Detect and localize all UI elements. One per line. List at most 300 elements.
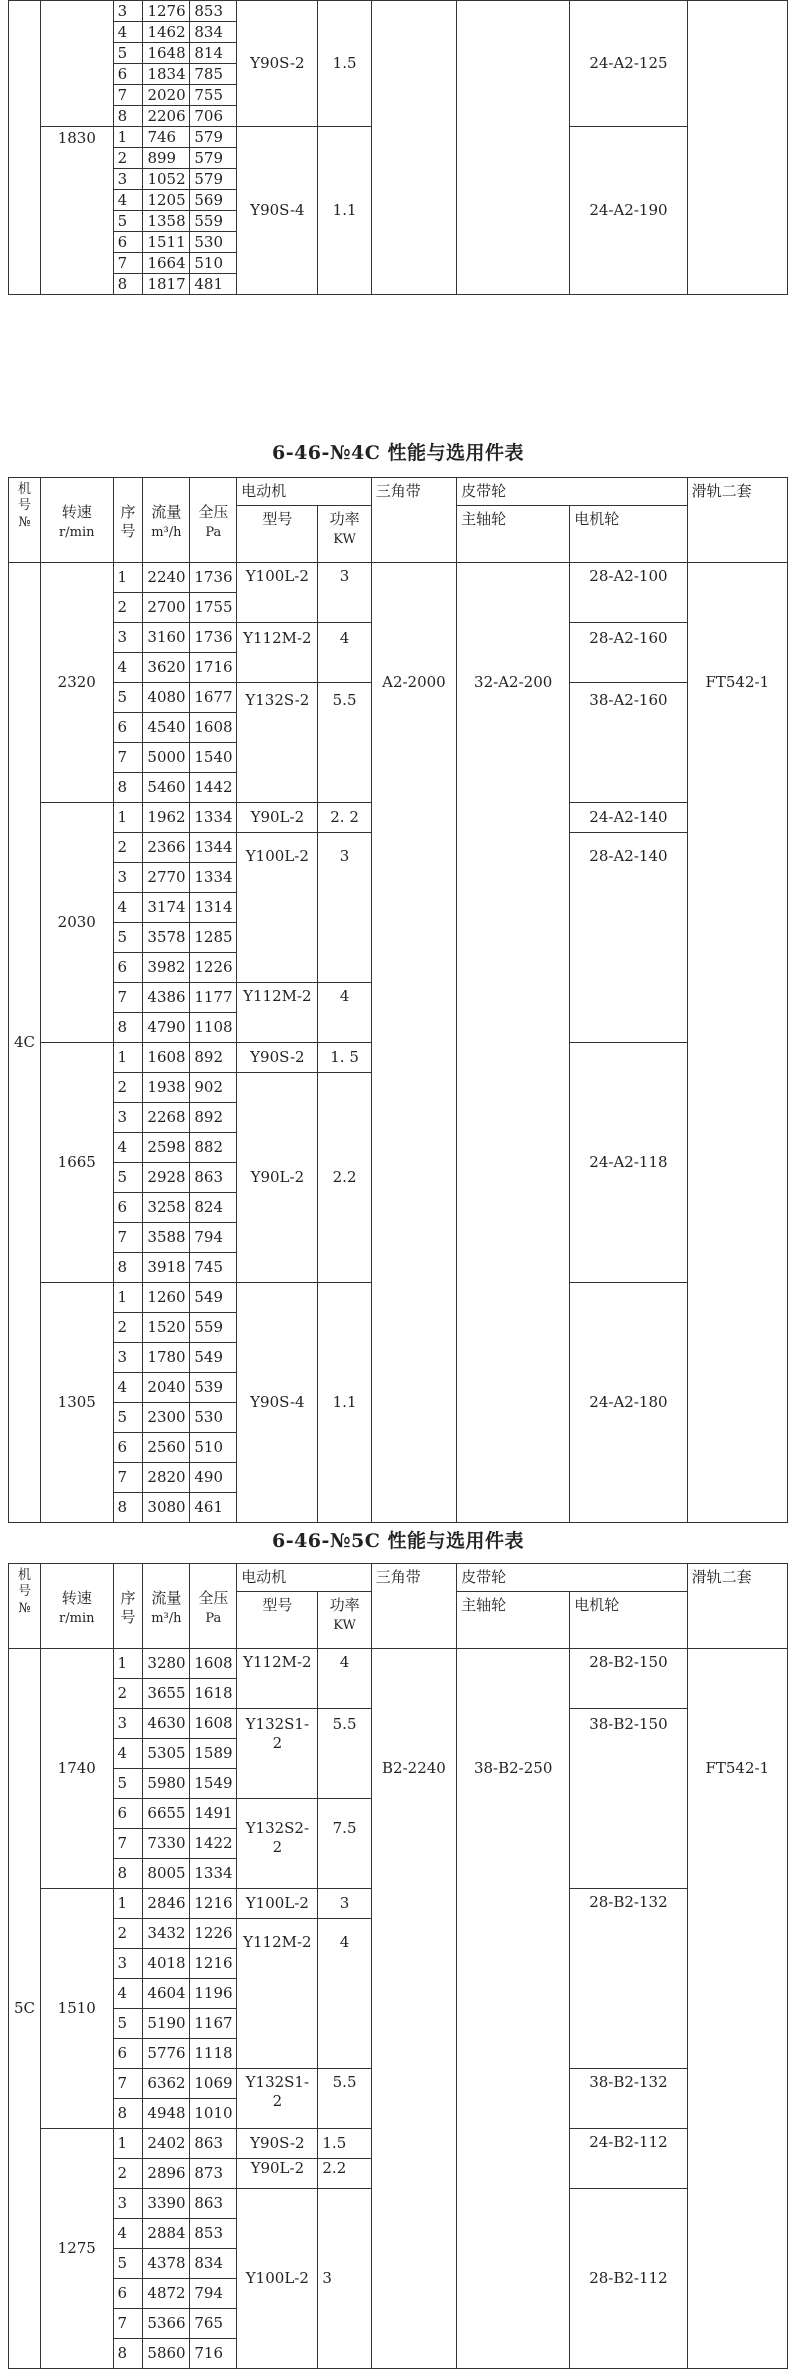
flow-cell: 2206 xyxy=(143,106,190,127)
motor-model-cell: Y132S1-2 xyxy=(237,2069,318,2129)
pressure-cell: 1344 xyxy=(190,833,237,863)
pressure-cell: 1736 xyxy=(190,563,237,593)
header-motor-pulley: 电机轮 xyxy=(570,506,687,563)
machine-cell: 4C xyxy=(9,563,41,1523)
flow-cell: 4080 xyxy=(143,683,190,713)
pressure-cell: 1618 xyxy=(190,1679,237,1709)
header-flow-unit: m³/h xyxy=(151,1610,182,1626)
pressure-cell: 1216 xyxy=(190,1889,237,1919)
flow-cell: 1511 xyxy=(143,232,190,253)
flow-cell: 4018 xyxy=(143,1949,190,1979)
seq-cell: 7 xyxy=(113,983,143,1013)
header-speed-unit: r/min xyxy=(59,524,95,540)
pressure-cell: 490 xyxy=(190,1463,237,1493)
motor-model-cell: Y90L-2 xyxy=(237,803,318,833)
motor-model-cell: Y100L-2 xyxy=(237,563,318,623)
seq-cell: 1 xyxy=(113,2129,143,2159)
motor-power-cell: 3 xyxy=(318,833,371,983)
header-flow-unit: m³/h xyxy=(151,524,182,540)
table-5c-title: 6-46-№5C 性能与选用件表 xyxy=(271,1530,525,1552)
flow-cell: 2896 xyxy=(143,2159,190,2189)
flow-cell: 4790 xyxy=(143,1013,190,1043)
motor-pulley-cell: 38-B2-132 xyxy=(570,2069,687,2129)
flow-cell: 1358 xyxy=(143,211,190,232)
pressure-cell: 481 xyxy=(190,274,237,295)
flow-cell: 2928 xyxy=(143,1163,190,1193)
header-rail: 滑轨二套 xyxy=(687,1564,787,1649)
pressure-cell: 716 xyxy=(190,2339,237,2369)
motor-pulley-cell: 28-B2-150 xyxy=(570,1649,687,1709)
header-pressure-label: 全压 xyxy=(198,1589,229,1607)
seq-cell: 5 xyxy=(113,1403,143,1433)
pressure-cell: 1608 xyxy=(190,1709,237,1739)
seq-cell: 4 xyxy=(113,893,143,923)
motor-model-cell: Y112M-2 xyxy=(237,1919,318,2069)
flow-cell: 2240 xyxy=(143,563,190,593)
motor-model-cell: Y100L-2 xyxy=(237,1889,318,1919)
flow-cell: 2366 xyxy=(143,833,190,863)
seq-cell: 6 xyxy=(113,1193,143,1223)
flow-cell: 1462 xyxy=(143,22,190,43)
seq-cell: 1 xyxy=(113,1283,143,1313)
header-power xyxy=(318,506,371,563)
motor-power-cell: 7.5 xyxy=(318,1799,371,1889)
motor-model-cell: Y90S-4 xyxy=(237,127,318,295)
header-vbelt: 三角带 xyxy=(371,1564,456,1649)
pressure-cell: 755 xyxy=(190,85,237,106)
pressure-cell: 794 xyxy=(190,2279,237,2309)
motor-pulley-cell: 28-B2-112 xyxy=(570,2189,687,2369)
seq-cell: 8 xyxy=(113,1013,143,1043)
seq-cell: 6 xyxy=(113,713,143,743)
seq-cell: 5 xyxy=(113,1163,143,1193)
pressure-cell: 1010 xyxy=(190,2099,237,2129)
seq-cell: 5 xyxy=(113,683,143,713)
seq-cell: 3 xyxy=(113,1103,143,1133)
seq-cell: 7 xyxy=(113,85,143,106)
flow-cell: 5305 xyxy=(143,1739,190,1769)
flow-cell: 5000 xyxy=(143,743,190,773)
seq-cell: 2 xyxy=(113,1313,143,1343)
seq-cell: 3 xyxy=(113,1949,143,1979)
motor-model-cell: Y100L-2 xyxy=(237,2189,318,2369)
flow-cell: 2268 xyxy=(143,1103,190,1133)
seq-cell: 1 xyxy=(113,127,143,148)
speed-cell: 1740 xyxy=(41,1649,114,1889)
motor-pulley-cell: 38-B2-150 xyxy=(570,1709,687,1889)
motor-model-cell: Y132S1-2 xyxy=(237,1709,318,1799)
pressure-cell: 1196 xyxy=(190,1979,237,2009)
flow-cell: 5860 xyxy=(143,2339,190,2369)
motor-pulley-cell: 28-B2-132 xyxy=(570,1889,687,2069)
seq-cell: 8 xyxy=(113,1493,143,1523)
flow-cell: 1052 xyxy=(143,169,190,190)
flow-cell: 4948 xyxy=(143,2099,190,2129)
pressure-cell: 834 xyxy=(190,22,237,43)
flow-cell: 5776 xyxy=(143,2039,190,2069)
pressure-cell: 1716 xyxy=(190,653,237,683)
vbelt-cell xyxy=(371,1,456,295)
pressure-cell: 824 xyxy=(190,1193,237,1223)
seq-cell: 7 xyxy=(113,1223,143,1253)
seq-cell: 3 xyxy=(113,1343,143,1373)
pressure-cell: 1540 xyxy=(190,743,237,773)
seq-cell: 4 xyxy=(113,1739,143,1769)
flow-cell: 5980 xyxy=(143,1769,190,1799)
machine-cell: 5C xyxy=(9,1649,41,2369)
motor-power-cell: 1. 5 xyxy=(318,1043,371,1073)
header-model: 型号 xyxy=(237,1592,318,1649)
pressure-cell: 510 xyxy=(190,253,237,274)
motor-model-cell: Y100L-2 xyxy=(237,833,318,983)
flow-cell: 4604 xyxy=(143,1979,190,2009)
pressure-cell: 549 xyxy=(190,1343,237,1373)
seq-cell: 1 xyxy=(113,563,143,593)
pressure-cell: 1167 xyxy=(190,2009,237,2039)
flow-cell: 1938 xyxy=(143,1073,190,1103)
seq-cell: 3 xyxy=(113,169,143,190)
seq-cell: 8 xyxy=(113,2099,143,2129)
pressure-cell: 873 xyxy=(190,2159,237,2189)
flow-cell: 2884 xyxy=(143,2219,190,2249)
seq-cell: 4 xyxy=(113,653,143,683)
pressure-cell: 1422 xyxy=(190,1829,237,1859)
flow-cell: 4540 xyxy=(143,713,190,743)
header-flow xyxy=(143,478,190,563)
motor-model-cell: Y132S2-2 xyxy=(237,1799,318,1889)
flow-cell: 3620 xyxy=(143,653,190,683)
vbelt-cell: A2-2000 xyxy=(371,563,456,1523)
pressure-cell: 1608 xyxy=(190,713,237,743)
pressure-cell: 1677 xyxy=(190,683,237,713)
flow-cell: 4872 xyxy=(143,2279,190,2309)
header-flow-label: 流量 xyxy=(151,503,182,521)
pressure-cell: 1736 xyxy=(190,623,237,653)
flow-cell: 1664 xyxy=(143,253,190,274)
table-row xyxy=(9,563,788,593)
vbelt-cell: B2-2240 xyxy=(371,1649,456,2369)
flow-cell: 5190 xyxy=(143,2009,190,2039)
seq-cell: 8 xyxy=(113,106,143,127)
header-motor: 电动机 xyxy=(237,478,371,506)
flow-cell: 1834 xyxy=(143,64,190,85)
flow-cell: 3432 xyxy=(143,1919,190,1949)
pressure-cell: 863 xyxy=(190,2129,237,2159)
motor-power-cell: 1.1 xyxy=(318,127,371,295)
motor-power-cell: 3 xyxy=(318,563,371,623)
pressure-cell: 863 xyxy=(190,2189,237,2219)
motor-power-cell: 4 xyxy=(318,623,371,683)
seq-cell: 4 xyxy=(113,2219,143,2249)
seq-cell: 3 xyxy=(113,1709,143,1739)
pressure-cell: 853 xyxy=(190,2219,237,2249)
motor-power-cell: 4 xyxy=(318,1919,371,2069)
pressure-cell: 1216 xyxy=(190,1949,237,1979)
motor-model-cell: Y90S-2 xyxy=(237,1043,318,1073)
header-machine: 机号№ xyxy=(9,1564,41,1649)
header-pressure-unit: Pa xyxy=(205,1610,222,1626)
motor-model-cell: Y90S-4 xyxy=(237,1283,318,1523)
motor-pulley-cell: 24-A2-118 xyxy=(570,1043,687,1283)
motor-pulley-cell: 38-A2-160 xyxy=(570,683,687,803)
seq-cell: 5 xyxy=(113,2009,143,2039)
flow-cell: 3578 xyxy=(143,923,190,953)
header-speed xyxy=(41,478,114,563)
flow-cell: 3080 xyxy=(143,1493,190,1523)
pressure-cell: 1755 xyxy=(190,593,237,623)
motor-model-cell: Y112M-2 xyxy=(237,1649,318,1709)
motor-power-cell: 2. 2 xyxy=(318,803,371,833)
seq-cell: 2 xyxy=(113,2159,143,2189)
motor-pulley-cell: 24-A2-190 xyxy=(570,127,687,295)
flow-cell: 3918 xyxy=(143,1253,190,1283)
seq-cell: 8 xyxy=(113,2339,143,2369)
pressure-cell: 863 xyxy=(190,1163,237,1193)
pressure-cell: 530 xyxy=(190,1403,237,1433)
header-flow xyxy=(143,1564,190,1649)
motor-model-cell: Y90L-2 xyxy=(237,1073,318,1283)
pressure-cell: 794 xyxy=(190,1223,237,1253)
header-rail: 滑轨二套 xyxy=(687,478,787,563)
flow-cell: 1962 xyxy=(143,803,190,833)
pressure-cell: 834 xyxy=(190,2249,237,2279)
seq-cell: 7 xyxy=(113,1463,143,1493)
pressure-cell: 853 xyxy=(190,1,237,22)
header-pressure-unit: Pa xyxy=(205,524,222,540)
seq-cell: 4 xyxy=(113,22,143,43)
pressure-cell: 1442 xyxy=(190,773,237,803)
flow-cell: 1780 xyxy=(143,1343,190,1373)
speed-cell: 1305 xyxy=(41,1283,114,1523)
flow-cell: 3390 xyxy=(143,2189,190,2219)
speed-cell xyxy=(41,1,114,127)
header-seq: 序号 xyxy=(113,1564,143,1649)
seq-cell: 3 xyxy=(113,623,143,653)
pressure-cell: 1285 xyxy=(190,923,237,953)
header-speed-unit: r/min xyxy=(59,1610,95,1626)
pressure-cell: 530 xyxy=(190,232,237,253)
pressure-cell: 902 xyxy=(190,1073,237,1103)
pressure-cell: 892 xyxy=(190,1043,237,1073)
pressure-cell: 706 xyxy=(190,106,237,127)
flow-cell: 1608 xyxy=(143,1043,190,1073)
table-row xyxy=(9,1649,788,1679)
flow-cell: 1648 xyxy=(143,43,190,64)
rail-cell xyxy=(687,1,787,295)
pressure-cell: 1491 xyxy=(190,1799,237,1829)
flow-cell: 899 xyxy=(143,148,190,169)
seq-cell: 3 xyxy=(113,863,143,893)
table-4c xyxy=(8,477,788,1523)
pressure-cell: 1108 xyxy=(190,1013,237,1043)
flow-cell: 2020 xyxy=(143,85,190,106)
motor-power-cell: 3 xyxy=(318,2189,371,2369)
motor-pulley-cell: 28-A2-140 xyxy=(570,833,687,1043)
header-speed-label: 转速 xyxy=(61,503,92,521)
seq-cell: 1 xyxy=(113,1043,143,1073)
pressure-cell: 1608 xyxy=(190,1649,237,1679)
flow-cell: 8005 xyxy=(143,1859,190,1889)
flow-cell: 2300 xyxy=(143,1403,190,1433)
header-main-pulley: 主轴轮 xyxy=(457,1592,570,1649)
seq-cell: 5 xyxy=(113,1769,143,1799)
seq-cell: 5 xyxy=(113,2249,143,2279)
speed-cell: 1275 xyxy=(41,2129,114,2369)
motor-power-cell: 3 xyxy=(318,1889,371,1919)
pressure-cell: 1314 xyxy=(190,893,237,923)
flow-cell: 3655 xyxy=(143,1679,190,1709)
seq-cell: 7 xyxy=(113,253,143,274)
speed-cell: 2030 xyxy=(41,803,114,1043)
speed-cell: 1830 xyxy=(41,127,114,295)
machine-cell xyxy=(9,1,41,295)
header-pressure xyxy=(190,1564,237,1649)
pressure-cell: 569 xyxy=(190,190,237,211)
seq-cell: 6 xyxy=(113,232,143,253)
flow-cell: 3280 xyxy=(143,1649,190,1679)
seq-cell: 6 xyxy=(113,64,143,85)
header-speed xyxy=(41,1564,114,1649)
seq-cell: 8 xyxy=(113,274,143,295)
flow-cell: 2402 xyxy=(143,2129,190,2159)
pressure-cell: 579 xyxy=(190,169,237,190)
seq-cell: 4 xyxy=(113,1133,143,1163)
seq-cell: 8 xyxy=(113,773,143,803)
flow-cell: 2598 xyxy=(143,1133,190,1163)
header-speed-label: 转速 xyxy=(61,1589,92,1607)
seq-cell: 4 xyxy=(113,1373,143,1403)
motor-power-cell: 1.5 xyxy=(318,1,371,127)
pressure-cell: 559 xyxy=(190,1313,237,1343)
flow-cell: 6655 xyxy=(143,1799,190,1829)
pressure-cell: 892 xyxy=(190,1103,237,1133)
flow-cell: 2040 xyxy=(143,1373,190,1403)
header-main-pulley: 主轴轮 xyxy=(457,506,570,563)
flow-cell: 2700 xyxy=(143,593,190,623)
main-pulley-cell: 38-B2-250 xyxy=(457,1649,570,2369)
flow-cell: 746 xyxy=(143,127,190,148)
header-machine: 机号№ xyxy=(9,478,41,563)
seq-cell: 8 xyxy=(113,1859,143,1889)
seq-cell: 7 xyxy=(113,743,143,773)
seq-cell: 5 xyxy=(113,923,143,953)
table-row xyxy=(9,1,788,22)
header-flow-label: 流量 xyxy=(151,1589,182,1607)
flow-cell: 1817 xyxy=(143,274,190,295)
seq-cell: 5 xyxy=(113,211,143,232)
seq-cell: 7 xyxy=(113,2069,143,2099)
pressure-cell: 785 xyxy=(190,64,237,85)
pressure-cell: 882 xyxy=(190,1133,237,1163)
header-vbelt: 三角带 xyxy=(371,478,456,563)
seq-cell: 1 xyxy=(113,1649,143,1679)
header-row xyxy=(9,478,788,506)
seq-cell: 2 xyxy=(113,148,143,169)
pressure-cell: 1226 xyxy=(190,953,237,983)
motor-pulley-cell: 24-A2-125 xyxy=(570,1,687,127)
pressure-cell: 765 xyxy=(190,2309,237,2339)
motor-power-cell: 4 xyxy=(318,1649,371,1709)
header-seq: 序号 xyxy=(113,478,143,563)
motor-model-cell: Y90S-2 xyxy=(237,1,318,127)
main-pulley-cell: 32-A2-200 xyxy=(457,563,570,1523)
seq-cell: 6 xyxy=(113,1433,143,1463)
motor-model-cell: Y90S-2 xyxy=(237,2129,318,2159)
header-power-unit: KW xyxy=(333,531,356,547)
header-model: 型号 xyxy=(237,506,318,563)
motor-power-cell: 5.5 xyxy=(318,1709,371,1799)
seq-cell: 3 xyxy=(113,2189,143,2219)
top-fragment-table xyxy=(8,0,788,295)
flow-cell: 2820 xyxy=(143,1463,190,1493)
flow-cell: 3174 xyxy=(143,893,190,923)
speed-cell: 1665 xyxy=(41,1043,114,1283)
seq-cell: 6 xyxy=(113,2039,143,2069)
header-pressure-label: 全压 xyxy=(198,503,229,521)
flow-cell: 1276 xyxy=(143,1,190,22)
motor-power-cell: 4 xyxy=(318,983,371,1043)
header-row xyxy=(9,1564,788,1592)
pressure-cell: 745 xyxy=(190,1253,237,1283)
seq-cell: 3 xyxy=(113,1,143,22)
seq-cell: 2 xyxy=(113,1679,143,1709)
flow-cell: 4386 xyxy=(143,983,190,1013)
flow-cell: 1260 xyxy=(143,1283,190,1313)
header-motor: 电动机 xyxy=(237,1564,371,1592)
seq-cell: 8 xyxy=(113,1253,143,1283)
motor-model-cell: Y112M-2 xyxy=(237,983,318,1043)
pressure-cell: 814 xyxy=(190,43,237,64)
speed-cell: 2320 xyxy=(41,563,114,803)
flow-cell: 7330 xyxy=(143,1829,190,1859)
motor-pulley-cell: 28-A2-100 xyxy=(570,563,687,623)
motor-pulley-cell: 28-A2-160 xyxy=(570,623,687,683)
seq-cell: 2 xyxy=(113,1073,143,1103)
motor-pulley-cell: 24-A2-180 xyxy=(570,1283,687,1523)
motor-power-cell: 2.2 xyxy=(318,2159,371,2189)
flow-cell: 3982 xyxy=(143,953,190,983)
header-pulley: 皮带轮 xyxy=(457,478,688,506)
pressure-cell: 1069 xyxy=(190,2069,237,2099)
pressure-cell: 1334 xyxy=(190,803,237,833)
flow-cell: 1520 xyxy=(143,1313,190,1343)
table-4c-title: 6-46-№4C 性能与选用件表 xyxy=(271,442,525,464)
flow-cell: 5366 xyxy=(143,2309,190,2339)
pressure-cell: 539 xyxy=(190,1373,237,1403)
pressure-cell: 1334 xyxy=(190,863,237,893)
flow-cell: 2770 xyxy=(143,863,190,893)
pressure-cell: 549 xyxy=(190,1283,237,1313)
motor-model-cell: Y112M-2 xyxy=(237,623,318,683)
flow-cell: 4630 xyxy=(143,1709,190,1739)
flow-cell: 4378 xyxy=(143,2249,190,2279)
seq-cell: 7 xyxy=(113,2309,143,2339)
main-pulley-cell xyxy=(457,1,570,295)
pressure-cell: 461 xyxy=(190,1493,237,1523)
motor-power-cell: 5.5 xyxy=(318,683,371,803)
motor-pulley-cell: 24-A2-140 xyxy=(570,803,687,833)
pressure-cell: 510 xyxy=(190,1433,237,1463)
seq-cell: 7 xyxy=(113,1829,143,1859)
motor-model-cell: Y132S-2 xyxy=(237,683,318,803)
motor-power-cell: 1.1 xyxy=(318,1283,371,1523)
flow-cell: 3160 xyxy=(143,623,190,653)
pressure-cell: 1589 xyxy=(190,1739,237,1769)
seq-cell: 2 xyxy=(113,593,143,623)
pressure-cell: 559 xyxy=(190,211,237,232)
flow-cell: 3588 xyxy=(143,1223,190,1253)
pressure-cell: 579 xyxy=(190,148,237,169)
